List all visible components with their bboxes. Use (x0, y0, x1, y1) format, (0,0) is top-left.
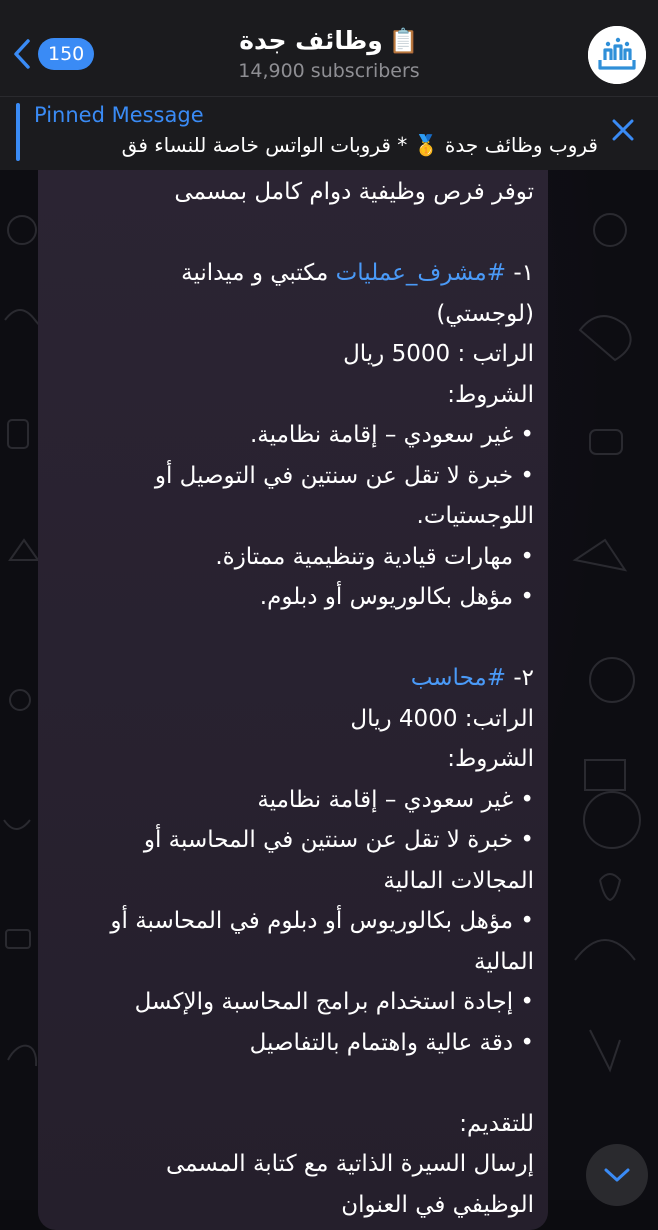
job2-bullet: • دقة عالية واهتمام بالتفاصيل (249, 1029, 534, 1056)
job1-bullet: • مهارات قيادية وتنظيمية ممتازة. (215, 543, 534, 570)
pinned-message-bar[interactable] (0, 96, 658, 170)
job1-salary: الراتب : 5000 ريال (343, 341, 534, 367)
apply-line: إرسال السيرة الذاتية مع كتابة المسمى (165, 1151, 534, 1177)
job2-salary: الراتب: 4000 ريال (350, 705, 534, 732)
job2-bullet: المالية (474, 948, 534, 975)
job2-bullet: المجالات المالية (383, 867, 534, 894)
job1-bullet: • غير سعودي – إقامة نظامية. (250, 422, 534, 448)
channel-logo-icon (588, 26, 646, 84)
job1-title-line2: (لوجستي) (436, 300, 534, 327)
message-intro: توفر فرص وظيفية دوام كامل بمسمى (174, 179, 534, 205)
close-icon[interactable] (610, 117, 636, 143)
job2-bullet: • مؤهل بكالوريوس أو دبلوم في المحاسبة أو (110, 908, 534, 934)
chat-header (0, 0, 658, 96)
clipboard-emoji-icon: 📋 (388, 27, 419, 55)
channel-avatar[interactable] (588, 26, 646, 84)
job2-bullet: • غير سعودي – إقامة نظامية (257, 786, 534, 813)
apply-line: الوظيفي في العنوان (341, 1191, 534, 1218)
chevron-down-icon (603, 1166, 631, 1184)
job2-bullet: • خبرة لا تقل عن سنتين في المحاسبة أو (143, 827, 534, 853)
message-body (54, 172, 534, 1225)
job1-bullet: • خبرة لا تقل عن سنتين في التوصيل أو (154, 462, 534, 489)
unread-count-badge: 150 (38, 38, 94, 70)
subscriber-count: 14,900 subscribers (238, 60, 420, 82)
job1-bullet: اللوجستيات. (416, 503, 534, 529)
scroll-down-button[interactable] (586, 1144, 648, 1206)
job1-title: ١- #مشرف_عمليات مكتبي و ميدانية (181, 260, 534, 286)
job2-conditions-label: الشروط: (447, 746, 534, 772)
hashtag-link[interactable]: #محاسب (410, 665, 507, 691)
job2-title: ٢- #محاسب (410, 665, 534, 691)
job1-conditions-label: الشروط: (447, 381, 534, 408)
job1-bullet: • مؤهل بكالوريوس أو دبلوم. (259, 584, 534, 610)
job2-bullet: • إجادة استخدام برامج المحاسبة والإكسل (134, 989, 534, 1015)
pinned-accent-bar (16, 103, 20, 161)
pinned-label: Pinned Message (34, 103, 204, 127)
channel-title[interactable]: وظائف جدة 📋 (239, 26, 419, 55)
hashtag-link[interactable]: #مشرف_عمليات (335, 260, 507, 286)
apply-label: للتقديم: (459, 1110, 534, 1137)
pinned-text: قروب وظائف جدة 🥇 * قروبات الواتس خاصة للنساء فق (121, 133, 598, 157)
